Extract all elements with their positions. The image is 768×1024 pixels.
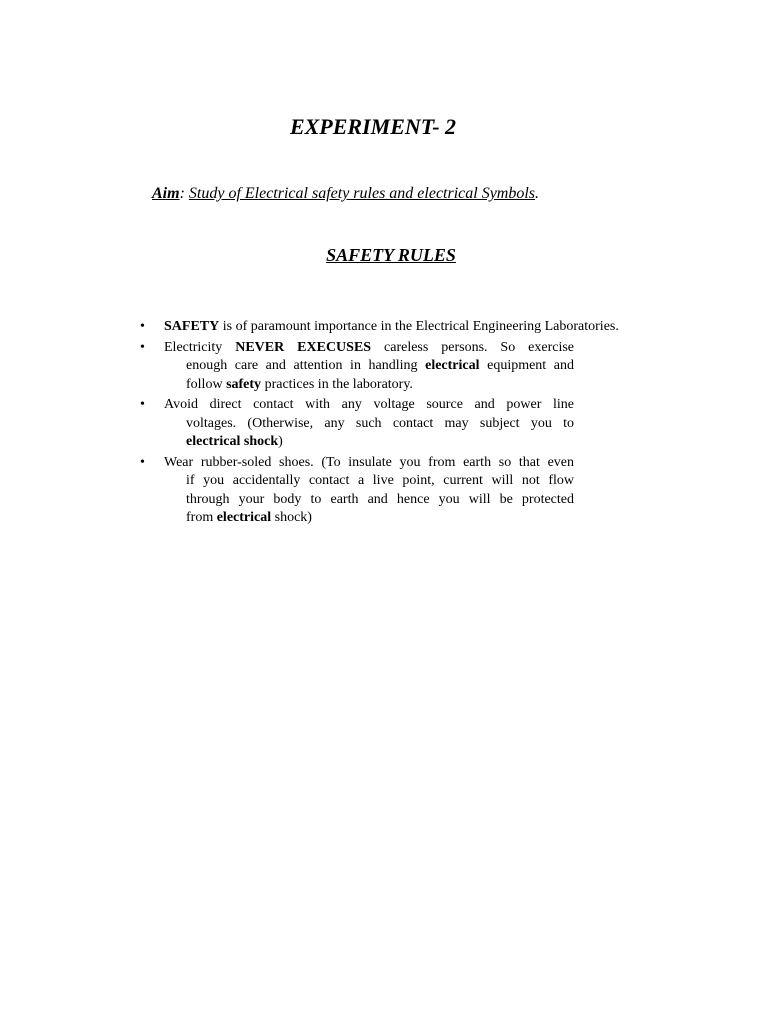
section-heading: SAFETY RULES (326, 245, 456, 265)
rule-fragment: equipment and (479, 358, 574, 373)
page-title: EXPERIMENT- 2 (289, 114, 457, 139)
bullet-icon: • (140, 339, 145, 355)
rule-emphasis: NEVER EXECUSES (235, 339, 372, 355)
rule-text (164, 318, 664, 337)
rule-fragment: careless persons. So exercise (371, 339, 574, 355)
rule-emphasis: safety (226, 376, 262, 392)
rule-line (164, 376, 574, 395)
list-item (140, 454, 664, 528)
rule-line: if you accidentally contact a live point, current will not flow (186, 473, 574, 488)
rule-fragment: Electricity (164, 339, 236, 355)
rule-fragment: enough care and attention in handling (186, 358, 426, 373)
rule-text (164, 454, 574, 528)
rule-line (164, 318, 664, 337)
aim-end: . (535, 185, 540, 202)
bullet-icon: • (140, 397, 145, 412)
list-item (140, 339, 664, 395)
aim-line (152, 184, 539, 204)
rule-line: Avoid direct contact with any voltage source and power line (164, 397, 574, 412)
list-item (140, 318, 664, 337)
rule-emphasis: SAFETY (164, 319, 220, 334)
rule-text (164, 339, 574, 395)
rule-text (164, 396, 574, 452)
aim-label: Aim (152, 185, 180, 202)
rule-line: Wear rubber-soled shoes. (To insulate you from earth so that even (164, 454, 574, 470)
list-item (140, 396, 664, 452)
aim-text: Study of Electrical safety rules and electrical Symbols (188, 185, 536, 202)
rule-fragment: from (186, 510, 217, 525)
rule-fragment: practices in the laboratory. (261, 376, 413, 392)
rule-line (164, 357, 574, 376)
aim-separator: : (179, 185, 189, 202)
rule-line (164, 339, 574, 358)
bullet-icon: • (140, 319, 145, 334)
rule-emphasis: electrical (425, 358, 480, 373)
rule-emphasis: electrical shock (186, 434, 279, 449)
rule-line: through your body to earth and hence you will be protected (186, 491, 574, 507)
rule-fragment: shock) (271, 510, 312, 525)
rule-line (164, 433, 574, 452)
bullet-icon: • (140, 454, 145, 470)
rule-emphasis: electrical (216, 510, 272, 525)
rule-fragment: ) (278, 434, 283, 449)
rule-line (164, 509, 574, 528)
rule-line: voltages. (Otherwise, any such contact may subject you to (186, 415, 574, 431)
safety-rules-list (140, 318, 664, 530)
rule-fragment: follow (186, 376, 227, 392)
rule-fragment: is of paramount importance in the Electrical Engineering Laboratories. (219, 319, 619, 334)
